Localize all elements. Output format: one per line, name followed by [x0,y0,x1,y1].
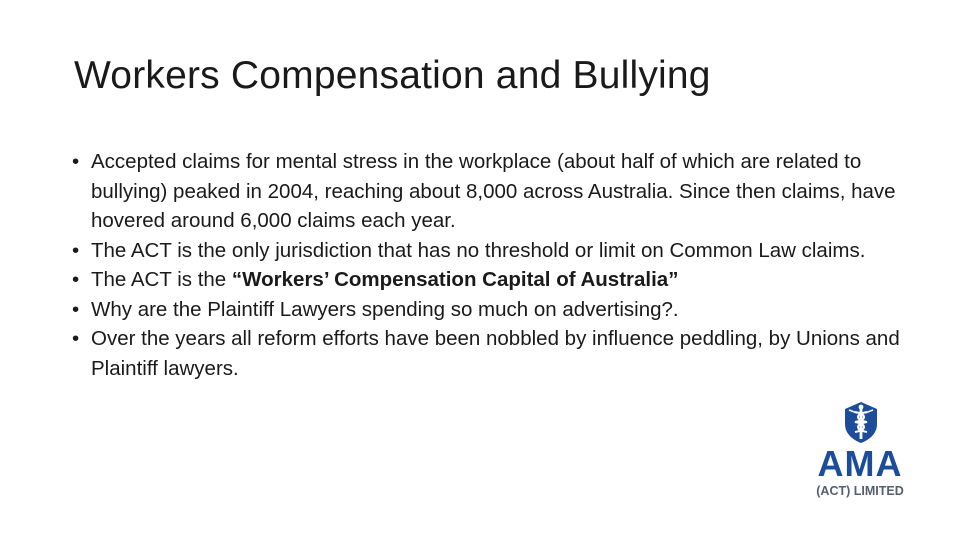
bullet-item [72,324,902,383]
bullet-dot-icon: • [72,238,80,262]
bullet-dot-icon: • [72,268,80,291]
bullet-text: The ACT is the only jurisdiction that has no threshold or limit on Common Law claims. [91,238,866,262]
bullet-item [72,295,902,325]
bullet-dot-icon: • [72,327,80,350]
bullet-text: The ACT is the [91,268,232,291]
bullet-emphasis: “Workers’ Compensation Capital of Australia” [231,268,679,291]
bullet-item [72,147,902,236]
ama-logo [805,400,915,500]
bullet-item [72,265,902,295]
bullet-text: Why are the Plaintiff Lawyers spending so much on advertising?. [91,297,679,321]
bullet-item [72,236,902,266]
logo-subtitle: (ACT) LIMITED [816,484,904,498]
bullet-list [72,147,902,383]
logo-wordmark: AMA [817,443,903,484]
bullet-text: Accepted claims for mental stress in the workplace (about half of which are related to bullying) peaked in 2004, reaching about 8,000 across Australia. Since then claims, have hovered around 6,000 claims each year. [91,150,896,232]
caduceus-icon [841,400,881,444]
bullet-text: Over the years all reform efforts have been nobbled by influence peddling, by Unions and Plaintiff lawyers. [91,327,900,380]
slide-title: Workers Compensation and Bullying [74,54,711,97]
bullet-dot-icon: • [72,150,80,173]
bullet-dot-icon: • [72,297,80,321]
